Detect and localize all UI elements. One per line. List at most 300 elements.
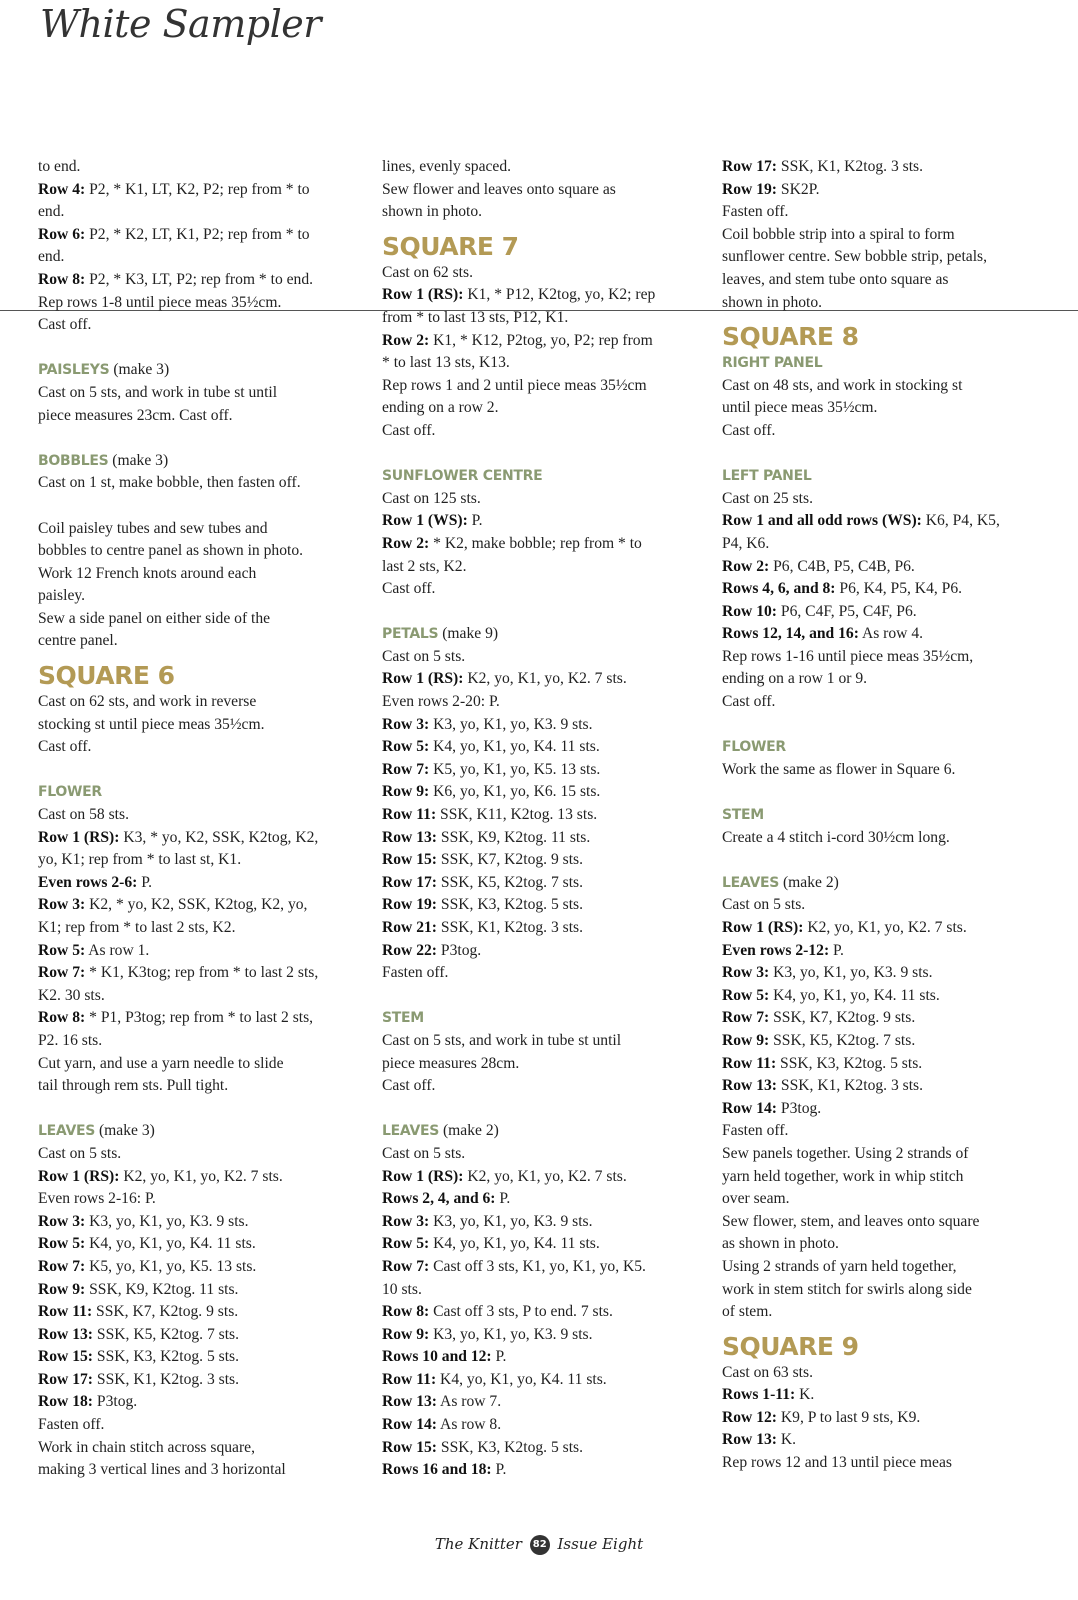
instruction-line [38,1437,368,1460]
instruction-line [722,1301,1052,1324]
instruction-line [382,352,712,375]
instruction-line [38,563,368,586]
row-label: Row 8: [38,1009,86,1027]
instruction-text: end. [38,248,65,266]
instruction-text: P. [495,1190,511,1208]
row-label: Row 8: [38,270,86,288]
subsection-name: PAISLEYS [38,362,110,379]
instruction-text: Cast on 5 sts, and work in tube st until [38,383,278,401]
instruction-text: K3, yo, K1, yo, K3. 9 sts. [429,1325,593,1343]
row-label: Row 21: [382,919,438,936]
row-label: Row 14: [722,1099,778,1117]
instruction-text: Cast off. [722,421,776,439]
instruction-text: P. [467,512,483,530]
row-label: Row 1 (RS): [382,670,464,688]
instruction-text: K4, yo, K1, yo, K4. 11 sts. [436,1370,607,1388]
section-heading: SQUARE 9 [722,1331,859,1361]
instruction-text: Cast off. [382,421,436,439]
subsection-name: FLOWER [38,784,102,801]
instruction-line [382,714,712,737]
row-label: Row 14: [382,1416,438,1434]
instruction-text: As row 4. [858,625,924,643]
instruction-text: piece measures 28cm. [382,1054,520,1072]
instruction-line [38,917,368,940]
subsection-heading [722,804,1052,827]
instruction-text: P. [491,1348,507,1366]
row-label: Row 1 (WS): [382,512,468,530]
instruction-text: * P1, P3tog; rep from * to last 2 sts, [85,1009,314,1027]
section-heading: SQUARE 7 [382,231,519,261]
instruction-text: SSK, K1, K2tog. 3 sts. [777,158,924,175]
instruction-line [382,578,712,601]
instruction-text: over seam. [722,1190,790,1208]
instruction-line [382,420,712,443]
row-label: Row 1 (RS): [38,828,120,846]
instruction-text: paisley. [38,587,86,605]
instruction-text: Cast on 58 sts. [38,806,129,824]
spacer [722,781,1052,804]
instruction-text: Even rows 2-20: P. [382,693,500,711]
instruction-text: Cast off. [38,738,92,756]
instruction-line [382,781,712,804]
instruction-line [38,1053,368,1076]
instruction-text: of stem. [722,1303,773,1321]
instruction-text: K3, yo, K1, yo, K3. 9 sts. [429,1212,593,1230]
instruction-text: As row 8. [437,1416,502,1434]
instruction-text: SSK, K3, K2tog. 5 sts. [776,1054,923,1072]
instruction-text: as shown in photo. [722,1235,839,1253]
row-label: Row 19: [382,896,438,914]
instruction-line [722,1053,1052,1076]
instruction-line [38,156,368,179]
instruction-text: SSK, K1, K2tog. 3 sts. [777,1077,924,1095]
instruction-line [38,585,368,608]
instruction-line [722,601,1052,624]
subsection-name: STEM [382,1010,424,1027]
instruction-text: K1; rep from * to last 2 sts, K2. [38,919,236,936]
instruction-line [722,1256,1052,1279]
instruction-text: Rep rows 1 and 2 until piece meas 35½cm [382,376,647,394]
instruction-text: Sew flower, stem, and leaves onto square [722,1212,980,1230]
instruction-line [38,1188,368,1211]
row-label: Row 5: [722,986,770,1004]
instruction-line [38,985,368,1008]
instruction-line [382,1301,712,1324]
instruction-line [38,1166,368,1189]
row-label: Row 1 (RS): [38,1167,120,1185]
instruction-line [382,872,712,895]
instruction-line [382,1369,712,1392]
row-label: Even rows 2-12: [722,941,830,959]
subsection-heading [38,450,368,473]
instruction-text: Coil paisley tubes and sew tubes and [38,519,268,537]
instruction-line [38,540,368,563]
instruction-line [38,269,368,292]
instruction-line [382,179,712,202]
row-label: Row 9: [38,1280,86,1298]
instruction-text: P6, C4B, P5, C4B, P6. [769,557,915,575]
instruction-line [38,714,368,737]
instruction-text: until piece meas 35½cm. [722,399,878,417]
row-label: Row 12: [722,1408,778,1426]
subsection-note: (make 3) [109,361,170,379]
subsection-note: (make 2) [779,873,839,891]
instruction-text: shown in photo. [382,203,483,221]
instruction-line [382,1211,712,1234]
row-label: Row 11: [38,1303,93,1321]
row-label: Rows 10 and 12: [382,1348,492,1366]
instruction-line [38,1233,368,1256]
spacer [38,427,368,450]
instruction-line [722,201,1052,224]
instruction-line [38,1279,368,1302]
instruction-line [722,1007,1052,1030]
instruction-line [38,940,368,963]
row-label: Row 7: [38,1257,86,1275]
instruction-line [382,1053,712,1076]
row-label: Row 1 (RS): [382,286,464,304]
row-label: Row 6: [38,225,86,243]
instruction-text: bobbles to centre panel as shown in photo. [38,542,304,560]
instruction-line [722,985,1052,1008]
instruction-line [722,1384,1052,1407]
instruction-line [382,1324,712,1347]
instruction-text: * to last 13 sts, K13. [382,354,510,372]
subsection-name: SUNFLOWER CENTRE [382,468,543,485]
instruction-line [38,405,368,428]
instruction-text: Coil bobble strip into a spiral to form [722,225,955,243]
spacer [382,985,712,1008]
instruction-text: Rep rows 1-8 until piece meas 35½cm. [38,293,282,311]
instruction-text: K4, yo, K1, yo, K4. 11 sts. [429,1235,600,1253]
page-number-badge: 82 [530,1535,550,1555]
row-label: Row 2: [382,331,430,349]
instruction-line [722,1098,1052,1121]
instruction-text: 10 sts. [382,1280,422,1298]
instruction-text: SSK, K7, K2tog. 9 sts. [92,1303,239,1321]
instruction-line [722,156,1052,179]
instruction-line [382,533,712,556]
instruction-text: * K1, K3tog; rep from * to last 2 sts, [85,964,319,982]
instruction-text: Cast off. [722,693,776,711]
instruction-text: P3tog. [777,1099,822,1117]
instruction-text: to end. [38,158,81,175]
instruction-line [722,623,1052,646]
instruction-text: Cast off. [38,316,92,334]
instruction-line [38,246,368,269]
instruction-line [38,872,368,895]
subsection-heading [38,1120,368,1143]
instruction-text: P3tog. [93,1393,138,1411]
instruction-text: Cast off. [382,580,436,598]
instruction-line [722,1279,1052,1302]
instruction-text: P4, K6. [722,534,770,552]
instruction-text: Fasten off. [722,203,789,221]
instruction-text: SSK, K1, K2tog. 3 sts. [93,1370,240,1388]
instruction-text: K2, yo, K1, yo, K2. 7 sts. [463,1167,627,1185]
instruction-line [722,646,1052,669]
instruction-line [722,292,1052,315]
instruction-line [382,488,712,511]
instruction-line [722,488,1052,511]
row-label: Row 13: [722,1077,778,1095]
instruction-text: K3, yo, K1, yo, K3. 9 sts. [429,715,593,733]
instruction-text: K2, * yo, K2, SSK, K2tog, K2, yo, [85,896,308,914]
instruction-text: Sew a side panel on either side of the [38,609,271,627]
instruction-text: K2, yo, K1, yo, K2. 7 sts. [119,1167,283,1185]
row-label: Row 11: [382,806,437,824]
row-label: Row 17: [722,158,778,175]
instruction-text: Cast on 5 sts. [382,647,466,665]
subsection-note: (make 3) [95,1122,155,1140]
instruction-line [38,1369,368,1392]
column-3 [722,156,1052,1475]
instruction-text: Cast on 62 sts, and work in reverse [38,693,257,711]
row-label: Rows 4, 6, and 8: [722,580,836,598]
instruction-text: from * to last 13 sts, P12, K1. [382,308,569,326]
instruction-text: SSK, K5, K2tog. 7 sts. [93,1325,240,1343]
instruction-line [38,1007,368,1030]
instruction-text: Work in chain stitch across square, [38,1438,255,1456]
instruction-line [722,1120,1052,1143]
row-label: Row 13: [382,1393,438,1411]
instruction-line [38,201,368,224]
instruction-text: shown in photo. [722,293,823,311]
row-label: Row 17: [382,873,438,891]
instruction-text: last 2 sts, K2. [382,557,467,575]
subsection-heading [722,872,1052,895]
instruction-line [722,917,1052,940]
instruction-text: K1, * K12, P2tog, yo, P2; rep from [429,331,653,349]
instruction-text: P. [829,941,844,959]
row-label: Row 5: [38,941,86,959]
instruction-line [38,292,368,315]
instruction-text: K5, yo, K1, yo, K5. 13 sts. [85,1257,257,1275]
instruction-line [722,420,1052,443]
spacer [38,1098,368,1121]
instruction-text: work in stem stitch for swirls along side [722,1280,972,1298]
row-label: Rows 12, 14, and 16: [722,625,859,643]
instruction-line [382,330,712,353]
subsection-name: FLOWER [722,739,786,756]
row-label: Row 8: [382,1303,430,1321]
row-label: Row 4: [38,180,86,198]
instruction-text: Fasten off. [38,1416,105,1434]
instruction-line [382,284,712,307]
subsection-heading [38,781,368,804]
row-label: Row 5: [382,1235,430,1253]
row-label: Row 13: [382,828,438,846]
instruction-line [38,608,368,631]
instruction-text: Even rows 2-16: P. [38,1190,156,1208]
instruction-text: P3tog. [437,941,482,959]
instruction-line [38,179,368,202]
instruction-text: Cast on 5 sts, and work in tube st until [382,1031,622,1049]
instruction-line [722,1429,1052,1452]
column-1 [38,156,368,1482]
instruction-line [382,1030,712,1053]
instruction-text: SSK, K3, K2tog. 5 sts. [437,1438,584,1456]
row-label: Row 11: [722,1054,777,1072]
instruction-line [382,1075,712,1098]
instruction-text: Cast off. [382,1077,436,1095]
subsection-note: (make 9) [438,625,499,643]
instruction-line [382,804,712,827]
instruction-line [722,1166,1052,1189]
instruction-text: SSK, K9, K2tog. 11 sts. [437,828,591,846]
instruction-text: Fasten off. [722,1122,789,1140]
subsection-name: PETALS [382,626,439,643]
instruction-line [38,1324,368,1347]
subsection-note: (make 3) [108,451,169,469]
row-label: Row 2: [722,557,770,575]
instruction-text: Fasten off. [382,964,449,982]
instruction-line [38,472,368,495]
instruction-text: Cast on 1 st, make bobble, then fasten off. [38,474,301,492]
instruction-text: K3, yo, K1, yo, K3. 9 sts. [769,964,933,982]
subsection-name: RIGHT PANEL [722,355,823,372]
subsection-heading [722,465,1052,488]
instruction-text: * K2, make bobble; rep from * to [429,534,642,552]
spacer [38,495,368,518]
instruction-text: SSK, K5, K2tog. 7 sts. [437,873,584,891]
instruction-line [38,224,368,247]
instruction-text: Cut yarn, and use a yarn needle to slide [38,1054,284,1072]
instruction-line [38,1211,368,1234]
instruction-line [38,630,368,653]
footer-issue: Issue Eight [557,1535,644,1553]
subsection-name: LEAVES [38,1123,96,1140]
instruction-line [382,510,712,533]
instruction-line [38,849,368,872]
instruction-text: SSK, K3, K2tog. 5 sts. [93,1348,240,1366]
instruction-line [382,375,712,398]
instruction-line [38,1414,368,1437]
instruction-line [722,397,1052,420]
instruction-line [382,736,712,759]
instruction-text: P6, K4, P5, K4, P6. [835,580,963,598]
spacer [722,849,1052,872]
instruction-line [382,1391,712,1414]
instruction-line [38,382,368,405]
instruction-line [382,827,712,850]
row-label: Row 10: [722,602,778,620]
instruction-line [382,201,712,224]
instruction-text: Cast on 63 sts. [722,1363,813,1381]
row-label: Row 3: [38,1212,86,1230]
instruction-text: Rep rows 12 and 13 until piece meas [722,1454,952,1472]
instruction-line [38,827,368,850]
instruction-line [382,1346,712,1369]
spacer [382,1098,712,1121]
instruction-line [382,940,712,963]
instruction-line [382,1256,712,1279]
instruction-line [382,668,712,691]
instruction-line [722,1233,1052,1256]
instruction-line [38,1301,368,1324]
instruction-line [38,1459,368,1482]
instruction-text: SSK, K9, K2tog. 11 sts. [85,1280,239,1298]
row-label: Rows 1-11: [722,1386,796,1404]
subsection-name: LEAVES [382,1123,440,1140]
instruction-line [722,246,1052,269]
row-label: Row 15: [382,1438,438,1456]
instruction-text: SK2P. [777,180,820,198]
instruction-text: Cast on 48 sts, and work in stocking st [722,376,963,394]
instruction-text: Cast off 3 sts, P to end. 7 sts. [429,1303,613,1321]
instruction-text: end. [38,203,65,221]
instruction-text: K4, yo, K1, yo, K4. 11 sts. [429,738,600,756]
instruction-text: Work the same as flower in Square 6. [722,760,956,778]
instruction-line [722,269,1052,292]
subsection-note: (make 2) [439,1122,499,1140]
row-label: Row 13: [722,1431,778,1449]
row-label: Rows 16 and 18: [382,1461,492,1479]
instruction-line [382,1143,712,1166]
subsection-name: LEFT PANEL [722,468,812,485]
row-label: Row 19: [722,180,778,198]
row-label: Row 7: [722,1009,770,1027]
instruction-text: tail through rem sts. Pull tight. [38,1077,229,1095]
instruction-line [722,668,1052,691]
instruction-line [38,804,368,827]
instruction-line [382,1414,712,1437]
instruction-text: Cast on 5 sts. [38,1144,122,1162]
instruction-line [722,827,1052,850]
instruction-text: K6, P4, K5, [921,512,1000,530]
page-footer [0,1535,1078,1555]
row-label: Row 7: [38,964,86,982]
instruction-line [722,962,1052,985]
instruction-line [382,646,712,669]
instruction-text: K3, * yo, K2, SSK, K2tog, K2, [119,828,319,846]
row-label: Row 11: [382,1370,437,1388]
instruction-line [382,1279,712,1302]
row-label: Row 3: [382,1212,430,1230]
instruction-text: K4, yo, K1, yo, K4. 11 sts. [85,1235,256,1253]
instruction-text: K5, yo, K1, yo, K5. 13 sts. [429,760,601,778]
instruction-text: SSK, K7, K2tog. 9 sts. [437,851,584,869]
instruction-line [722,1362,1052,1385]
instruction-line [382,759,712,782]
instruction-text: Cast on 125 sts. [382,489,481,507]
instruction-text: P2, * K1, LT, K2, P2; rep from * to [85,180,310,198]
instruction-line [382,1459,712,1482]
page-title: White Sampler [40,2,321,46]
row-label: Row 3: [722,964,770,982]
instruction-line [722,1075,1052,1098]
instruction-text: Cast off 3 sts, K1, yo, K1, yo, K5. [429,1257,646,1275]
spacer [38,337,368,360]
instruction-text: K. [777,1431,797,1449]
instruction-line [382,917,712,940]
instruction-text: SSK, K7, K2tog. 9 sts. [769,1009,916,1027]
spacer [38,759,368,782]
instruction-text: sunflower centre. Sew bobble strip, petals, [722,248,988,266]
row-label: Row 9: [722,1031,770,1049]
row-label: Row 5: [382,738,430,756]
instruction-text: yarn held together, work in whip stitch [722,1167,964,1185]
row-label: Row 15: [38,1348,94,1366]
row-label: Row 18: [38,1393,94,1411]
spacer [722,443,1052,466]
instruction-text: piece measures 23cm. Cast off. [38,406,233,424]
instruction-text: K9, P to last 9 sts, K9. [777,1408,921,1426]
instruction-line [722,1143,1052,1166]
row-label: Row 3: [38,896,86,914]
instruction-text: centre panel. [38,632,118,650]
instruction-line [38,1256,368,1279]
